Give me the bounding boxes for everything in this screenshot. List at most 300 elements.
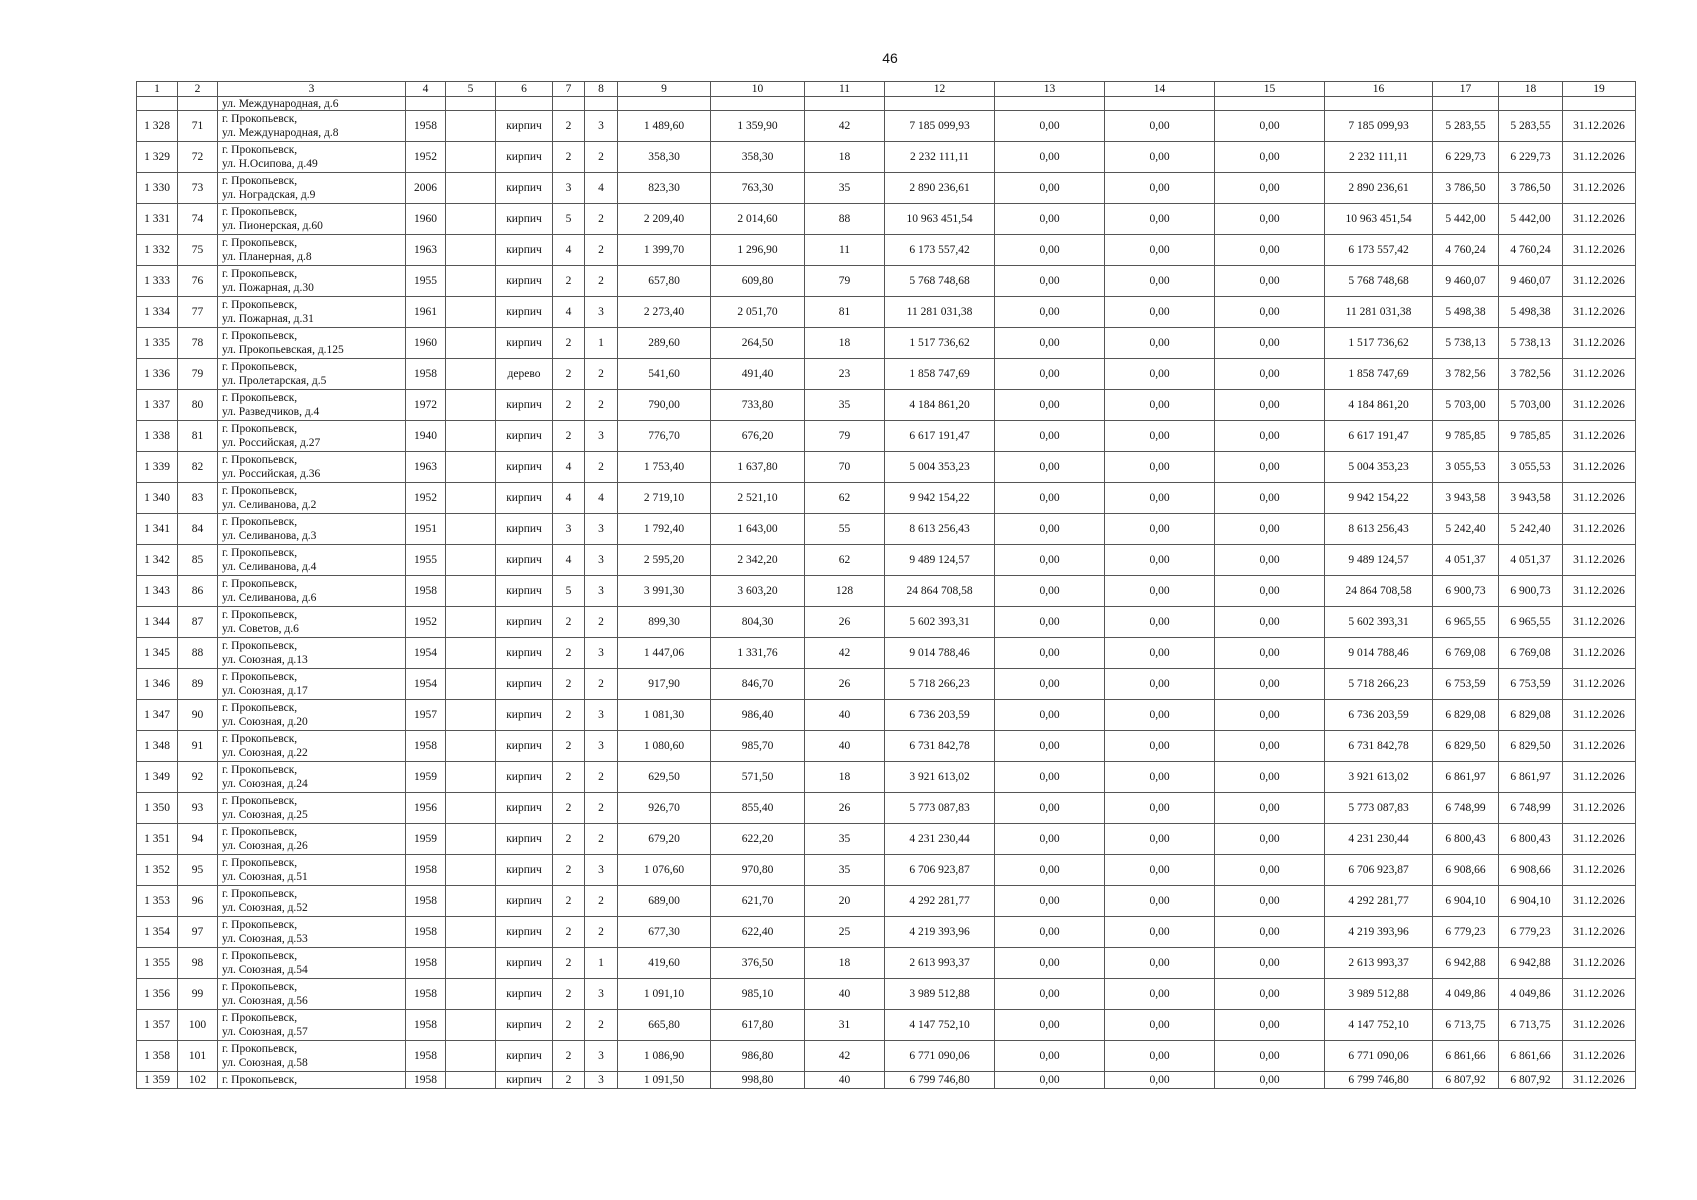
c5-cell [446,266,496,297]
residents-cell: 26 [805,607,885,638]
c14-cell: 0,00 [1105,669,1215,700]
entrances-cell: 2 [585,235,618,266]
area-living-cell: 733,80 [711,390,805,421]
c13-cell: 0,00 [995,669,1105,700]
c15-cell: 0,00 [1215,266,1325,297]
table-row [137,731,1636,762]
entrances-cell: 2 [585,607,618,638]
residents-cell: 79 [805,266,885,297]
index-cell: 78 [178,328,218,359]
entrances-cell: 3 [585,514,618,545]
street-text: ул. Международная, д.8 [222,127,339,139]
c5-cell [446,142,496,173]
row-number-cell: 1 352 [137,855,178,886]
street-text: ул. Н.Осипова, д.49 [222,158,318,170]
city-text: г. Прокопьевск, [222,113,298,125]
c14-cell: 0,00 [1105,297,1215,328]
c15-cell: 0,00 [1215,576,1325,607]
c14-cell: 0,00 [1105,328,1215,359]
c5-cell [446,421,496,452]
street-text: ул. Союзная, д.13 [222,654,308,666]
area-living-cell: 998,80 [711,1072,805,1089]
street-text: ул. Союзная, д.51 [222,871,308,883]
c17-cell: 6 229,73 [1433,142,1499,173]
c13-cell: 0,00 [995,514,1105,545]
column-number-cell: 2 [178,82,218,97]
year-cell: 1959 [406,824,446,855]
c14-cell: 0,00 [1105,607,1215,638]
material-cell: кирпич [496,576,553,607]
index-cell: 93 [178,793,218,824]
index-cell: 88 [178,638,218,669]
index-cell: 102 [178,1072,218,1089]
c18-cell: 6 829,50 [1499,731,1563,762]
year-cell: 1963 [406,452,446,483]
c5-cell [446,948,496,979]
street-text: ул. Пролетарская, д.5 [222,375,327,387]
year-cell: 1958 [406,1041,446,1072]
floors-cell: 4 [553,297,585,328]
c5-cell [446,514,496,545]
area-total-cell: 358,30 [618,142,711,173]
cost-cell: 4 147 752,10 [885,1010,995,1041]
index-cell: 98 [178,948,218,979]
city-text: г. Прокопьевск, [222,206,298,218]
entrances-cell: 1 [585,328,618,359]
cost-cell: 2 613 993,37 [885,948,995,979]
c14-cell: 0,00 [1105,762,1215,793]
address-cell [218,514,406,545]
area-living-cell: 970,80 [711,855,805,886]
row-number-cell: 1 359 [137,1072,178,1089]
material-cell: кирпич [496,917,553,948]
c13-cell: 0,00 [995,886,1105,917]
c16-cell: 2 232 111,11 [1325,142,1433,173]
area-living-cell: 985,10 [711,979,805,1010]
address-cell [218,669,406,700]
c17-cell: 6 908,66 [1433,855,1499,886]
street-text: ул. Российская, д.27 [222,437,321,449]
city-text: г. Прокопьевск, [222,237,298,249]
c16-cell: 4 147 752,10 [1325,1010,1433,1041]
date-cell: 31.12.2026 [1563,576,1636,607]
floors-cell: 2 [553,638,585,669]
date-cell: 31.12.2026 [1563,452,1636,483]
row-number-cell: 1 354 [137,917,178,948]
column-number-row [137,82,1636,97]
area-total-cell: 2 273,40 [618,297,711,328]
row-number-cell: 1 337 [137,390,178,421]
c5-cell [446,669,496,700]
material-cell: кирпич [496,483,553,514]
cost-cell: 9 489 124,57 [885,545,995,576]
c14-cell: 0,00 [1105,917,1215,948]
row-number-cell: 1 353 [137,886,178,917]
c15-cell: 0,00 [1215,731,1325,762]
c15-cell: 0,00 [1215,1010,1325,1041]
c14-cell: 0,00 [1105,700,1215,731]
address-cell [218,266,406,297]
index-cell: 85 [178,545,218,576]
c17-cell: 3 055,53 [1433,452,1499,483]
table-row [137,979,1636,1010]
year-cell: 1958 [406,576,446,607]
street-text: ул. Союзная, д.26 [222,840,308,852]
area-total-cell: 657,80 [618,266,711,297]
year-cell: 1957 [406,700,446,731]
c5-cell [446,607,496,638]
c18-cell: 6 807,92 [1499,1072,1563,1089]
address-cell [218,421,406,452]
c17-cell: 6 779,23 [1433,917,1499,948]
c5-cell [446,297,496,328]
street-text: ул. Селиванова, д.4 [222,561,317,573]
cost-cell: 3 921 613,02 [885,762,995,793]
c18-cell: 6 900,73 [1499,576,1563,607]
c18-cell: 6 748,99 [1499,793,1563,824]
c17-cell: 6 800,43 [1433,824,1499,855]
column-number-cell: 1 [137,82,178,97]
table-row [137,483,1636,514]
area-total-cell: 679,20 [618,824,711,855]
date-cell: 31.12.2026 [1563,731,1636,762]
c16-cell: 6 617 191,47 [1325,421,1433,452]
year-cell: 1958 [406,731,446,762]
row-number-cell: 1 351 [137,824,178,855]
address-cell [218,855,406,886]
residents-cell: 20 [805,886,885,917]
area-living-cell: 3 603,20 [711,576,805,607]
c5-cell [446,886,496,917]
street-text: ул. Пожарная, д.31 [222,313,314,325]
date-cell: 31.12.2026 [1563,948,1636,979]
table-row [137,669,1636,700]
table-row [137,173,1636,204]
c17-cell: 5 738,13 [1433,328,1499,359]
entrances-cell: 2 [585,824,618,855]
floors-cell: 3 [553,173,585,204]
c13-cell: 0,00 [995,1041,1105,1072]
residents-cell: 23 [805,359,885,390]
area-total-cell: 2 595,20 [618,545,711,576]
c18-cell: 6 861,97 [1499,762,1563,793]
area-total-cell: 689,00 [618,886,711,917]
c17-cell: 6 965,55 [1433,607,1499,638]
c14-cell: 0,00 [1105,235,1215,266]
residents-cell: 55 [805,514,885,545]
c14-cell: 0,00 [1105,979,1215,1010]
c15-cell: 0,00 [1215,111,1325,142]
area-living-cell: 804,30 [711,607,805,638]
area-total-cell: 1 447,06 [618,638,711,669]
table-row [137,359,1636,390]
index-cell: 77 [178,297,218,328]
area-total-cell: 1 399,70 [618,235,711,266]
entrances-cell: 2 [585,917,618,948]
table-row [137,607,1636,638]
c16-cell: 5 768 748,68 [1325,266,1433,297]
c18-cell: 5 442,00 [1499,204,1563,235]
address-cell [218,1072,406,1089]
street-text: ул. Разведчиков, д.4 [222,406,320,418]
c16-cell: 2 890 236,61 [1325,173,1433,204]
date-cell: 31.12.2026 [1563,142,1636,173]
city-text: г. Прокопьевск, [222,795,298,807]
area-total-cell: 917,90 [618,669,711,700]
c16-cell: 4 292 281,77 [1325,886,1433,917]
residents-cell: 70 [805,452,885,483]
c5-cell [446,762,496,793]
c16-cell: 3 989 512,88 [1325,979,1433,1010]
area-living-cell: 622,40 [711,917,805,948]
area-living-cell: 763,30 [711,173,805,204]
c18-cell: 9 785,85 [1499,421,1563,452]
c15-cell: 0,00 [1215,1072,1325,1089]
cost-cell: 9 942 154,22 [885,483,995,514]
c14-cell: 0,00 [1105,576,1215,607]
date-cell: 31.12.2026 [1563,390,1636,421]
table-row [137,576,1636,607]
column-number-cell: 16 [1325,82,1433,97]
entrances-cell: 3 [585,700,618,731]
area-total-cell: 541,60 [618,359,711,390]
floors-cell: 2 [553,700,585,731]
city-text: г. Прокопьевск, [222,330,298,342]
city-text: г. Прокопьевск, [222,981,298,993]
date-cell: 31.12.2026 [1563,979,1636,1010]
column-number-cell: 19 [1563,82,1636,97]
c14-cell: 0,00 [1105,638,1215,669]
year-cell: 1955 [406,545,446,576]
c14-cell: 0,00 [1105,1041,1215,1072]
area-living-cell: 609,80 [711,266,805,297]
row-number-cell: 1 345 [137,638,178,669]
date-cell: 31.12.2026 [1563,762,1636,793]
table-row [137,235,1636,266]
floors-cell: 4 [553,235,585,266]
area-living-cell: 491,40 [711,359,805,390]
residents-cell: 42 [805,111,885,142]
row-number-cell: 1 356 [137,979,178,1010]
area-living-cell: 846,70 [711,669,805,700]
cost-cell: 6 706 923,87 [885,855,995,886]
date-cell: 31.12.2026 [1563,638,1636,669]
c17-cell: 5 283,55 [1433,111,1499,142]
floors-cell: 2 [553,1041,585,1072]
address-cell [218,762,406,793]
city-text: г. Прокопьевск, [222,671,298,683]
date-cell: 31.12.2026 [1563,514,1636,545]
c5-cell [446,452,496,483]
entrances-cell: 3 [585,297,618,328]
area-total-cell: 629,50 [618,762,711,793]
year-cell: 1960 [406,204,446,235]
c14-cell: 0,00 [1105,173,1215,204]
c17-cell: 6 769,08 [1433,638,1499,669]
index-cell: 95 [178,855,218,886]
c18-cell: 4 049,86 [1499,979,1563,1010]
c5-cell [446,111,496,142]
year-cell: 1951 [406,514,446,545]
page-number: 46 [882,50,898,66]
column-number-cell: 7 [553,82,585,97]
entrances-cell: 2 [585,886,618,917]
entrances-cell: 3 [585,111,618,142]
c5-cell [446,173,496,204]
c15-cell: 0,00 [1215,328,1325,359]
area-total-cell: 1 086,90 [618,1041,711,1072]
floors-cell: 2 [553,1072,585,1089]
row-number-cell: 1 336 [137,359,178,390]
entrances-cell: 1 [585,948,618,979]
c17-cell: 6 753,59 [1433,669,1499,700]
c16-cell: 6 799 746,80 [1325,1072,1433,1089]
entrances-cell: 2 [585,1010,618,1041]
column-number-cell: 13 [995,82,1105,97]
area-living-cell: 358,30 [711,142,805,173]
address-cell [218,359,406,390]
area-living-cell: 264,50 [711,328,805,359]
c14-cell: 0,00 [1105,452,1215,483]
c13-cell: 0,00 [995,142,1105,173]
address-cell [218,297,406,328]
c16-cell: 9 942 154,22 [1325,483,1433,514]
floors-cell: 2 [553,855,585,886]
city-text: г. Прокопьевск, [222,609,298,621]
residents-cell: 31 [805,1010,885,1041]
street-text: ул. Российская, д.36 [222,468,321,480]
row-number-cell: 1 347 [137,700,178,731]
city-text: г. Прокопьевск, [222,826,298,838]
material-cell: кирпич [496,731,553,762]
table-body [137,82,1636,1089]
c18-cell: 6 229,73 [1499,142,1563,173]
c15-cell: 0,00 [1215,545,1325,576]
index-cell: 76 [178,266,218,297]
area-total-cell: 926,70 [618,793,711,824]
c17-cell: 6 713,75 [1433,1010,1499,1041]
floors-cell: 4 [553,452,585,483]
index-cell: 89 [178,669,218,700]
c5-cell [446,700,496,731]
material-cell: кирпич [496,514,553,545]
city-text: г. Прокопьевск, [222,640,298,652]
index-cell: 90 [178,700,218,731]
area-living-cell: 571,50 [711,762,805,793]
residents-cell: 35 [805,824,885,855]
index-cell: 73 [178,173,218,204]
street-text: ул. Селиванова, д.3 [222,530,317,542]
c16-cell: 24 864 708,58 [1325,576,1433,607]
date-cell: 31.12.2026 [1563,917,1636,948]
c13-cell: 0,00 [995,421,1105,452]
c13-cell: 0,00 [995,266,1105,297]
cost-cell: 10 963 451,54 [885,204,995,235]
c18-cell: 6 965,55 [1499,607,1563,638]
city-text: г. Прокопьевск, [222,1012,298,1024]
floors-cell: 2 [553,390,585,421]
material-cell: кирпич [496,979,553,1010]
city-text: г. Прокопьевск, [222,1043,298,1055]
floors-cell: 2 [553,607,585,638]
area-living-cell: 1 637,80 [711,452,805,483]
c18-cell: 6 908,66 [1499,855,1563,886]
floors-cell: 3 [553,514,585,545]
c15-cell: 0,00 [1215,700,1325,731]
c18-cell: 5 242,40 [1499,514,1563,545]
area-living-cell: 2 521,10 [711,483,805,514]
c13-cell: 0,00 [995,855,1105,886]
address-cell [218,142,406,173]
material-cell: кирпич [496,266,553,297]
c17-cell: 6 861,97 [1433,762,1499,793]
area-living-cell: 676,20 [711,421,805,452]
index-cell: 81 [178,421,218,452]
entrances-cell: 3 [585,979,618,1010]
index-cell: 82 [178,452,218,483]
material-cell: кирпич [496,1041,553,1072]
index-cell: 100 [178,1010,218,1041]
c15-cell: 0,00 [1215,886,1325,917]
year-cell: 1958 [406,917,446,948]
c16-cell: 3 921 613,02 [1325,762,1433,793]
c5-cell [446,1010,496,1041]
material-cell: кирпич [496,824,553,855]
c15-cell: 0,00 [1215,173,1325,204]
c15-cell: 0,00 [1215,390,1325,421]
floors-cell: 2 [553,142,585,173]
index-cell: 99 [178,979,218,1010]
c13-cell: 0,00 [995,607,1105,638]
c15-cell: 0,00 [1215,762,1325,793]
date-cell: 31.12.2026 [1563,111,1636,142]
c18-cell: 3 943,58 [1499,483,1563,514]
entrances-cell: 2 [585,390,618,421]
column-number-cell: 6 [496,82,553,97]
city-text: г. Прокопьевск, [222,950,298,962]
c5-cell [446,731,496,762]
material-cell: кирпич [496,297,553,328]
street-text: ул. Планерная, д.8 [222,251,312,263]
address-cell [218,1010,406,1041]
c18-cell: 6 800,43 [1499,824,1563,855]
c16-cell: 7 185 099,93 [1325,111,1433,142]
continuation-row [137,97,1636,111]
floors-cell: 2 [553,421,585,452]
index-cell: 74 [178,204,218,235]
area-living-cell: 1 643,00 [711,514,805,545]
street-text: ул. Союзная, д.25 [222,809,308,821]
year-cell: 1958 [406,948,446,979]
c15-cell: 0,00 [1215,793,1325,824]
floors-cell: 2 [553,824,585,855]
c14-cell: 0,00 [1105,731,1215,762]
address-cell [218,793,406,824]
c18-cell: 6 942,88 [1499,948,1563,979]
c15-cell: 0,00 [1215,235,1325,266]
date-cell: 31.12.2026 [1563,328,1636,359]
c16-cell: 5 602 393,31 [1325,607,1433,638]
index-cell: 75 [178,235,218,266]
row-number-cell: 1 339 [137,452,178,483]
area-total-cell: 823,30 [618,173,711,204]
table-row [137,111,1636,142]
address-cell [218,483,406,514]
floors-cell: 2 [553,886,585,917]
street-text: ул. Союзная, д.24 [222,778,308,790]
index-cell: 91 [178,731,218,762]
table-row [137,266,1636,297]
